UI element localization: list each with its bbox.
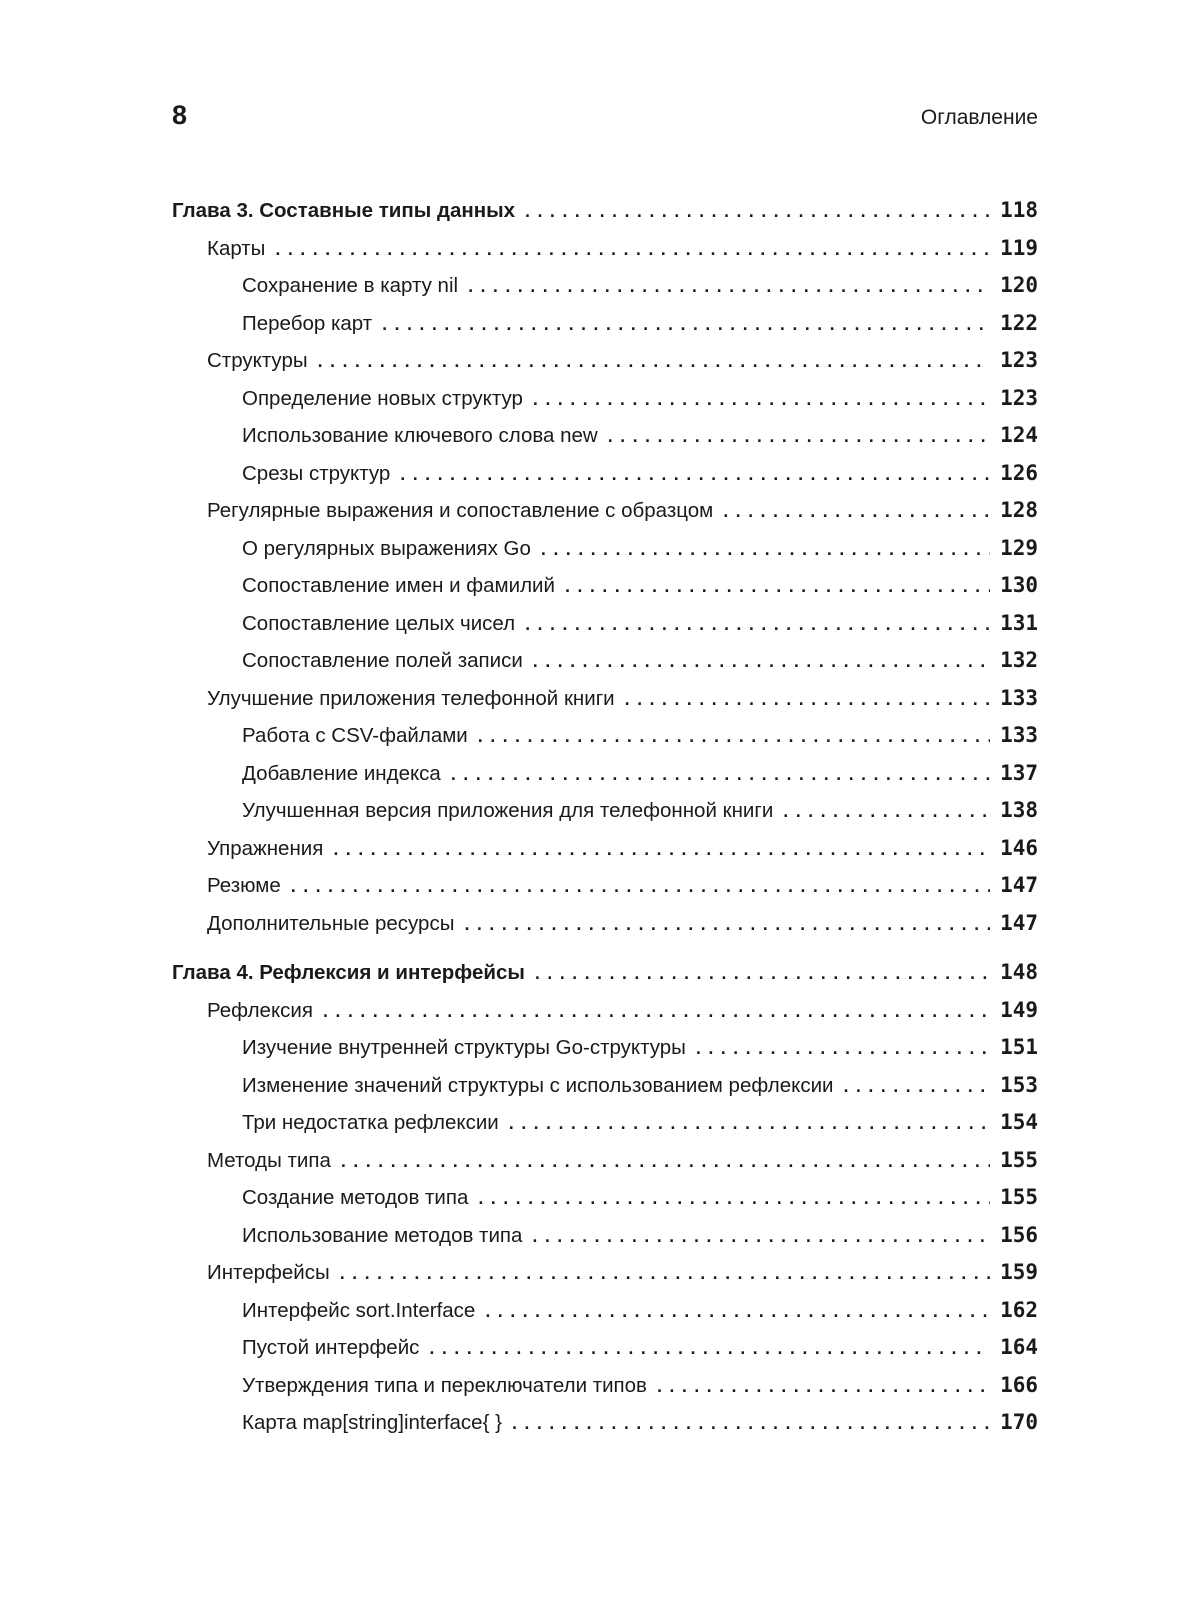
toc-entry-title: Дополнительные ресурсы — [207, 911, 455, 935]
dot-leader — [781, 794, 990, 832]
toc-entry-title: Создание методов типа — [242, 1186, 469, 1209]
dot-leader — [721, 494, 990, 532]
dot-leader — [398, 457, 990, 495]
toc-section-entry[interactable] — [172, 905, 1038, 943]
toc-entry-title: Сохранение в карту nil — [242, 274, 459, 297]
toc-section-entry[interactable] — [172, 342, 1038, 380]
toc-entry-title: Интерфейсы — [207, 1261, 330, 1284]
toc-entry-title: Сопоставление имен и фамилий — [242, 574, 555, 597]
toc-entry-title: Три недостатка рефлексии — [242, 1111, 499, 1134]
toc-entry-title: Сопоставление целых чисел — [242, 611, 516, 635]
toc-entry-page: 170 — [1000, 1410, 1038, 1434]
toc-entry-page: 137 — [1000, 760, 1038, 785]
toc-entry-page: 122 — [1000, 310, 1038, 335]
toc-entry-page: 138 — [1000, 798, 1038, 822]
toc-subsection-entry[interactable] — [172, 1292, 1038, 1330]
toc-subsection-entry[interactable] — [172, 455, 1038, 493]
toc-entry-page: 131 — [1000, 610, 1038, 635]
dot-leader — [483, 1294, 990, 1332]
dot-leader — [339, 1144, 990, 1182]
page-header — [172, 100, 1038, 140]
dot-leader — [655, 1369, 990, 1407]
toc-subsection-entry[interactable] — [172, 1029, 1038, 1067]
toc-section-entry[interactable] — [172, 830, 1038, 868]
toc-subsection-entry[interactable] — [172, 417, 1038, 455]
dot-leader — [507, 1106, 990, 1144]
toc-subsection-entry[interactable] — [172, 380, 1038, 418]
toc-entry-title: Улучшенная версия приложения для телефонной книги — [242, 799, 774, 822]
toc-entry-page: 159 — [1000, 1260, 1038, 1284]
toc-entry-title: Добавление индекса — [242, 761, 441, 785]
toc-entry-title: Методы типа — [207, 1148, 331, 1172]
dot-leader — [427, 1331, 990, 1369]
toc-entry-title: Карты — [207, 236, 266, 260]
dot-leader — [530, 1219, 990, 1257]
dot-leader — [623, 682, 990, 720]
toc-entry-title: Утверждения типа и переключатели типов — [242, 1373, 647, 1397]
page-number: 8 — [172, 100, 188, 130]
dot-leader — [539, 532, 990, 570]
dot-leader — [523, 607, 990, 645]
toc-entry-title: Использование ключевого слова new — [242, 424, 598, 447]
toc-chapter-entry[interactable] — [172, 954, 1038, 992]
toc-entry-title: Регулярные выражения и сопоставление с образцом — [207, 499, 714, 522]
toc-entry-title: Изменение значений структуры с использованием рефлексии — [242, 1073, 834, 1097]
dot-leader — [462, 907, 990, 945]
toc-entry-page: 155 — [1000, 1147, 1038, 1172]
toc-entry-page: 146 — [1000, 835, 1038, 860]
toc-entry-page: 148 — [1000, 960, 1038, 984]
toc-entry-page: 123 — [1000, 348, 1038, 372]
toc-entry-page: 130 — [1000, 573, 1038, 597]
toc-entry-title: О регулярных выражениях Go — [242, 536, 531, 560]
dot-leader — [523, 194, 990, 232]
dot-leader — [476, 719, 990, 757]
toc-subsection-entry[interactable] — [172, 1104, 1038, 1142]
toc-section-entry[interactable] — [172, 1254, 1038, 1292]
dot-leader — [563, 569, 990, 607]
dot-leader — [510, 1406, 990, 1444]
toc-entry-title: Использование методов типа — [242, 1223, 523, 1247]
toc-subsection-entry[interactable] — [172, 1404, 1038, 1442]
dot-leader — [476, 1181, 990, 1219]
table-of-contents — [172, 192, 1038, 1454]
dot-leader — [531, 382, 990, 420]
toc-entry-page: 133 — [1000, 723, 1038, 747]
toc-subsection-entry[interactable] — [172, 717, 1038, 755]
toc-entry-page: 153 — [1000, 1072, 1038, 1097]
toc-subsection-entry[interactable] — [172, 530, 1038, 568]
toc-entry-page: 164 — [1000, 1335, 1038, 1359]
dot-leader — [466, 269, 990, 307]
dot-leader — [289, 869, 990, 907]
dot-leader — [321, 994, 990, 1032]
toc-section-entry[interactable] — [172, 492, 1038, 530]
toc-chapter-entry[interactable] — [172, 192, 1038, 230]
dot-leader — [380, 307, 990, 345]
toc-subsection-entry[interactable] — [172, 792, 1038, 830]
toc-entry-page: 119 — [1000, 235, 1038, 260]
toc-entry-title: Пустой интерфейс — [242, 1336, 420, 1359]
toc-entry-page: 129 — [1000, 535, 1038, 560]
toc-subsection-entry[interactable] — [172, 755, 1038, 793]
toc-entry-title: Срезы структур — [242, 461, 391, 485]
dot-leader — [694, 1031, 990, 1069]
toc-entry-page: 156 — [1000, 1222, 1038, 1247]
toc-subsection-entry[interactable] — [172, 642, 1038, 680]
toc-subsection-entry[interactable] — [172, 1329, 1038, 1367]
chapter-block — [172, 954, 1038, 1442]
toc-entry-page: 123 — [1000, 385, 1038, 410]
toc-entry-page: 154 — [1000, 1110, 1038, 1134]
toc-entry-page: 133 — [1000, 685, 1038, 710]
toc-subsection-entry[interactable] — [172, 267, 1038, 305]
dot-leader — [273, 232, 990, 270]
toc-subsection-entry[interactable] — [172, 567, 1038, 605]
dot-leader — [531, 644, 990, 682]
toc-entry-page: 147 — [1000, 910, 1038, 935]
toc-entry-page: 162 — [1000, 1297, 1038, 1322]
toc-section-entry[interactable] — [172, 1142, 1038, 1180]
toc-subsection-entry[interactable] — [172, 305, 1038, 343]
toc-entry-page: 155 — [1000, 1185, 1038, 1209]
toc-subsection-entry[interactable] — [172, 605, 1038, 643]
toc-entry-title: Глава 4. Рефлексия и интерфейсы — [172, 961, 525, 984]
toc-entry-title: Интерфейс sort.Interface — [242, 1298, 476, 1322]
toc-entry-page: 120 — [1000, 273, 1038, 297]
dot-leader — [533, 956, 990, 994]
toc-entry-page: 132 — [1000, 648, 1038, 672]
toc-entry-title: Карта map[string]interface{ } — [242, 1411, 502, 1434]
toc-entry-page: 118 — [1000, 198, 1038, 222]
toc-entry-title: Сопоставление полей записи — [242, 649, 523, 672]
toc-entry-page: 166 — [1000, 1372, 1038, 1397]
toc-section-entry[interactable] — [172, 867, 1038, 905]
toc-entry-title: Работа с CSV-файлами — [242, 724, 468, 747]
dot-leader — [331, 832, 990, 870]
toc-entry-page: 126 — [1000, 460, 1038, 485]
toc-entry-title: Глава 3. Составные типы данных — [172, 199, 516, 222]
dot-leader — [338, 1256, 990, 1294]
toc-entry-page: 149 — [1000, 997, 1038, 1022]
toc-subsection-entry[interactable] — [172, 1179, 1038, 1217]
toc-entry-title: Определение новых структур — [242, 386, 523, 410]
toc-entry-title: Перебор карт — [242, 311, 373, 335]
toc-entry-title: Структуры — [207, 349, 308, 372]
dot-leader — [449, 757, 990, 795]
toc-section-entry[interactable] — [172, 992, 1038, 1030]
toc-entry-title: Изучение внутренней структуры Go-структуры — [242, 1036, 686, 1059]
toc-entry-title: Рефлексия — [207, 998, 313, 1022]
toc-subsection-entry[interactable] — [172, 1367, 1038, 1405]
dot-leader — [316, 344, 990, 382]
chapter-block — [172, 192, 1038, 942]
toc-entry-page: 124 — [1000, 423, 1038, 447]
toc-section-entry[interactable] — [172, 680, 1038, 718]
toc-subsection-entry[interactable] — [172, 1217, 1038, 1255]
toc-entry-page: 151 — [1000, 1035, 1038, 1059]
dot-leader — [606, 419, 990, 457]
toc-entry-page: 147 — [1000, 873, 1038, 897]
running-title: Оглавление — [920, 106, 1038, 129]
toc-entry-title: Резюме — [207, 874, 281, 897]
toc-section-entry[interactable] — [172, 230, 1038, 268]
toc-entry-title: Улучшение приложения телефонной книги — [207, 686, 615, 710]
toc-entry-title: Упражнения — [207, 836, 324, 860]
toc-subsection-entry[interactable] — [172, 1067, 1038, 1105]
toc-entry-page: 128 — [1000, 498, 1038, 522]
dot-leader — [842, 1069, 991, 1107]
